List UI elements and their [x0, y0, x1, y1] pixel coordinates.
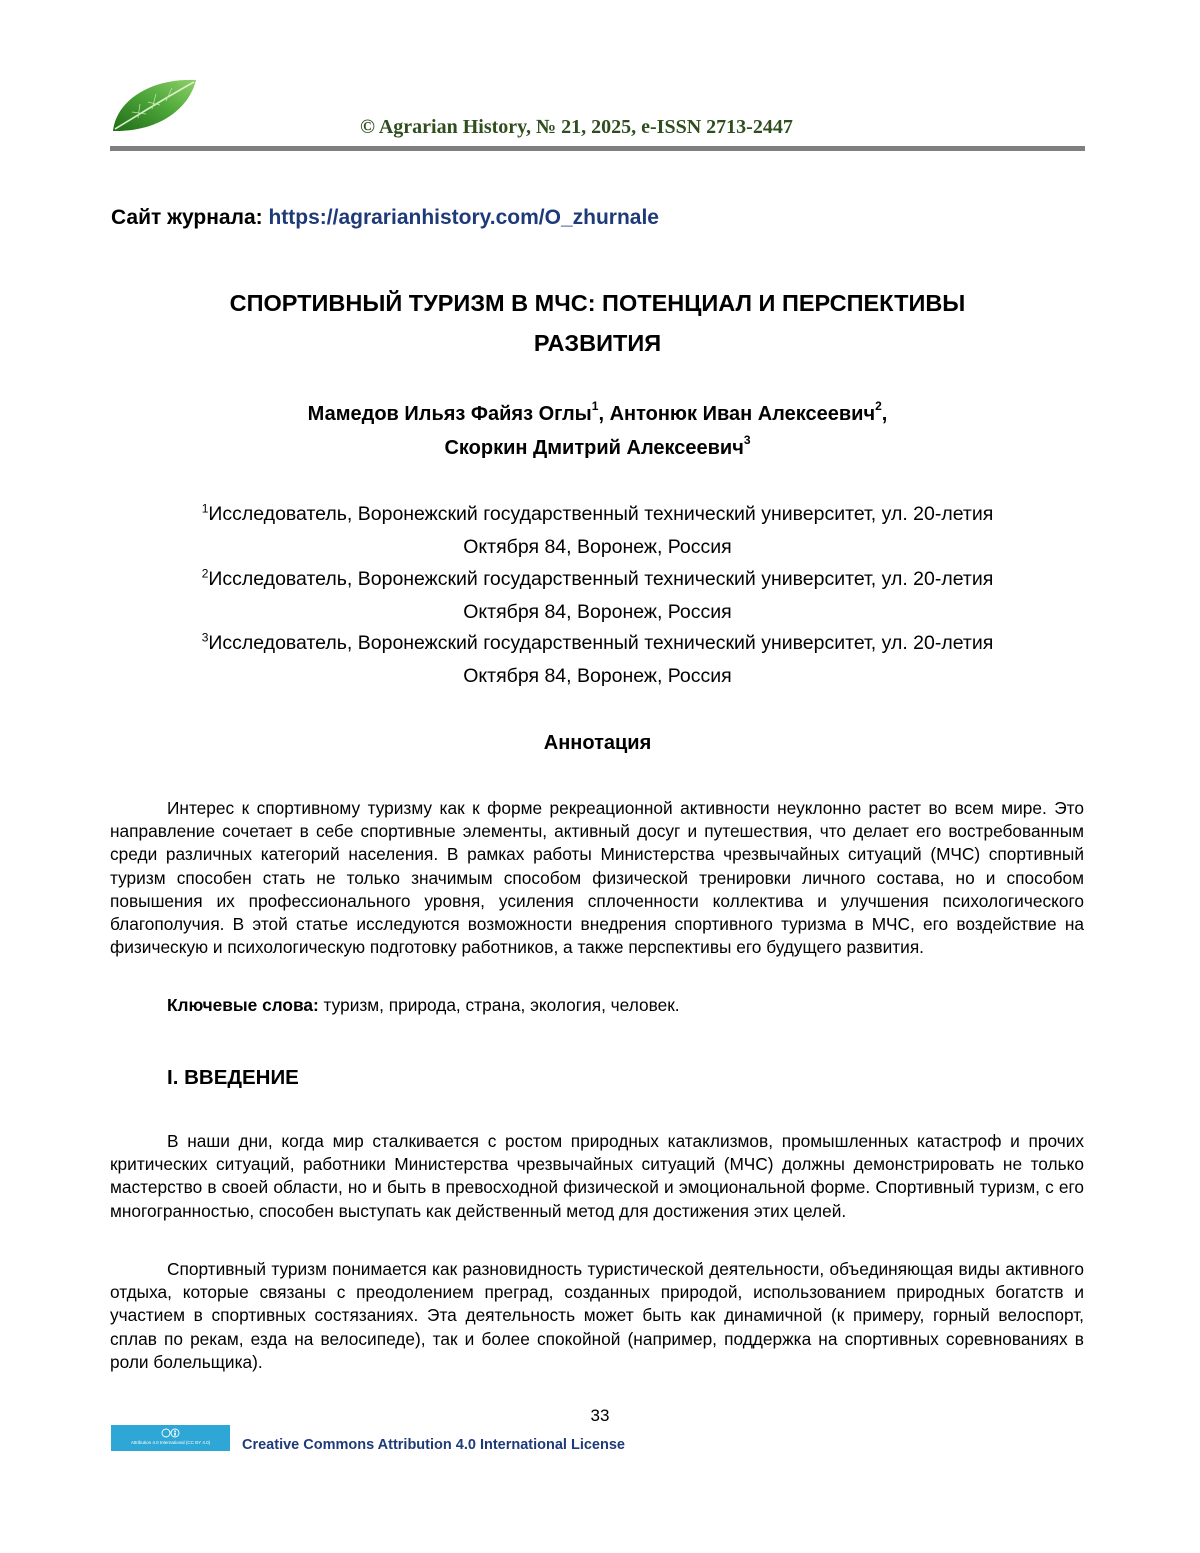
- affiliation-line: Исследователь, Воронежский государственный технический университет, ул. 20-летия: [208, 503, 994, 525]
- affiliation: [110, 498, 1085, 563]
- authors-block: Мамедов Ильяз Файяз Оглы$^1$, Антонюк Иван Алексеевич$^2$, Скоркин Дмитрий Алексеевич$^3$: [307, 399, 888, 459]
- affiliation-line: Октября 84, Воронеж, Россия: [463, 535, 732, 558]
- title-line-2: РАЗВИТИЯ: [533, 330, 662, 356]
- site-label: Сайт журнала:: [111, 206, 263, 229]
- cc-icon: [161, 1428, 181, 1438]
- page-number: 33: [590, 1406, 610, 1425]
- abstract-text: Интерес к спортивному туризму как к форме рекреационной активности неуклонно растет во всем мире. Это направление сочетает в себе спортивные элементы, активный досуг и путешествия, что делает его востребованным среди различных категорий населения. В рамках работы Министерства чрезвычайных ситуаций (МЧС) спортивный туризм способен стать не только значимым способом физической тренировки личного состава, но и способом повышения их профессионального уровня, усиления сплоченности коллектива и улучшения психологического благополучия. В этой статье исследуются возможности внедрения спортивного туризма в МЧС, его воздействие на физическую и психологическую подготовку работников, а также перспективы его будущего развития.: [110, 798, 1084, 958]
- badge-text: Attribution 4.0 International (CC BY 4.0): [130, 1440, 211, 1445]
- affiliation-mark: 3: [201, 630, 209, 645]
- author-mark: 2: [875, 399, 882, 414]
- author-mark: 1: [591, 399, 599, 414]
- header-divider: [110, 146, 1085, 151]
- site-link[interactable]: https://agrarianhistory.com/O_zhurnale: [268, 206, 659, 229]
- cc-by-badge-icon[interactable]: [111, 1425, 230, 1451]
- affiliation: [110, 627, 1085, 692]
- journal-site-line: [111, 206, 659, 230]
- author-name: Мамедов Ильяз Файяз Оглы: [307, 403, 592, 425]
- author-name: Антонюк Иван Алексеевич: [609, 403, 876, 425]
- affiliation-mark: 2: [201, 566, 209, 581]
- license-link[interactable]: Creative Commons Attribution 4.0 International License: [242, 1437, 625, 1453]
- keywords-line: [167, 995, 680, 1016]
- title-line-1: СПОРТИВНЫЙ ТУРИЗМ В МЧС: ПОТЕНЦИАЛ И ПЕРСПЕКТИВЫ: [229, 290, 966, 316]
- affiliation: [110, 563, 1085, 628]
- section-heading: I. ВВЕДЕНИЕ: [167, 1066, 299, 1089]
- affiliation-line: Исследователь, Воронежский государственный технический университет, ул. 20-летия: [208, 632, 994, 654]
- affiliation-line: Октября 84, Воронеж, Россия: [463, 600, 732, 623]
- keywords-list: туризм, природа, страна, экология, человек.: [318, 995, 680, 1015]
- author-mark: 3: [743, 433, 751, 448]
- affiliation-mark: 1: [201, 501, 209, 516]
- journal-title: © Agrarian History, № 21, 2025, e-ISSN 2713-2447: [360, 116, 793, 138]
- article-title: [110, 283, 1085, 363]
- body-paragraph: В наши дни, когда мир сталкивается с ростом природных катаклизмов, промышленных катастроф и прочих критических ситуаций, работники Министерства чрезвычайных ситуаций (МЧС) должны демонстрировать не только мастерство в своей области, но и быть в превосходной физической и эмоциональной форме. Спортивный туризм, с его многогранностью, способен выступать как действенный метод для достижения этих целей.: [110, 1131, 1084, 1221]
- body-paragraph: Спортивный туризм понимается как разновидность туристической деятельности, объединяющая виды активного отдыха, которые связаны с преодолением преград, созданных природой, использованием природных богатств и участием в спортивных состязаниях. Эта деятельность может быть как динамичной (к примеру, горный велоспорт, сплав по рекам, езда на велосипеде), так и более спокойной (например, поддержка на спортивных соревнованиях в роли болельщика).: [110, 1259, 1084, 1372]
- author-name: Скоркин Дмитрий Алексеевич: [444, 437, 744, 459]
- affiliation-line: Октября 84, Воронеж, Россия: [463, 664, 732, 687]
- abstract-heading: Аннотация: [543, 732, 652, 754]
- affiliation-line: Исследователь, Воронежский государственный технический университет, ул. 20-летия: [208, 568, 994, 590]
- keywords-label: Ключевые слова:: [167, 995, 319, 1015]
- leaf-icon: [110, 76, 198, 134]
